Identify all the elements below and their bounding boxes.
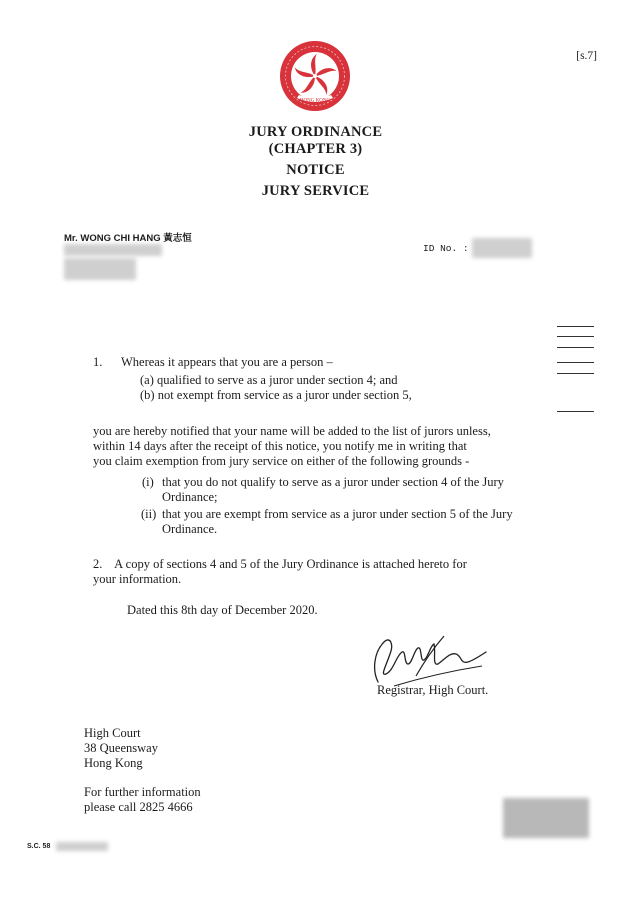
- para1-number: 1.: [93, 355, 103, 369]
- ground-i-line1: that you do not qualify to serve as a juror under section 4 of the Jury: [162, 475, 504, 489]
- ground-i-number: (i): [142, 475, 154, 489]
- ground-ii-number: (ii): [141, 507, 157, 521]
- para2-line2: your information.: [93, 572, 182, 586]
- para1-body-line: you are hereby notified that your name will be added to the list of jurors unless,: [93, 424, 491, 438]
- para1-condition-b: (b) not exempt from service as a juror under section 5,: [140, 388, 412, 402]
- margin-mark: [557, 326, 594, 327]
- recipient-name: Mr. WONG CHI HANG 黃志恒: [64, 233, 192, 244]
- address-line: 38 Queensway: [84, 741, 158, 755]
- redacted-address-line: [64, 244, 162, 256]
- redacted-id-number: [472, 238, 532, 258]
- redacted-address-block: [64, 258, 136, 280]
- heading-notice: NOTICE: [286, 162, 345, 178]
- margin-mark: [557, 411, 594, 412]
- para1-intro: Whereas it appears that you are a person –: [121, 355, 333, 369]
- hong-kong-emblem-icon: [279, 40, 351, 112]
- contact-line: For further information: [84, 785, 201, 799]
- emblem-caption: HONG KONG: [299, 98, 331, 104]
- id-label: ID No. :: [423, 243, 469, 254]
- address-line: Hong Kong: [84, 756, 143, 770]
- heading-ordinance: JURY ORDINANCE: [248, 124, 383, 140]
- margin-mark: [557, 347, 594, 348]
- ground-i-line2: Ordinance;: [162, 490, 218, 504]
- para2-line1: 2. A copy of sections 4 and 5 of the Jury Ordinance is attached hereto for: [93, 557, 467, 571]
- heading-chapter: (CHAPTER 3): [268, 141, 363, 157]
- heading-jury-service: JURY SERVICE: [261, 183, 370, 199]
- contact-line: please call 2825 4666: [84, 800, 193, 814]
- signatory-title: Registrar, High Court.: [377, 683, 489, 697]
- address-line: High Court: [84, 726, 141, 740]
- margin-mark: [557, 336, 594, 337]
- ground-ii-line2: Ordinance.: [162, 522, 218, 536]
- dated-line: Dated this 8th day of December 2020.: [127, 603, 318, 617]
- page-reference: [s.7]: [576, 50, 597, 62]
- form-code: S.C. 58: [27, 843, 51, 850]
- para1-body-line: you claim exemption from jury service on either of the following grounds -: [93, 454, 470, 468]
- margin-mark: [557, 362, 594, 363]
- para1-body-line: within 14 days after the receipt of this notice, you notify me in writing that: [93, 439, 467, 453]
- para1-condition-a: (a) qualified to serve as a juror under section 4; and: [140, 373, 398, 387]
- margin-mark: [557, 373, 594, 374]
- ground-ii-line1: that you are exempt from service as a juror under section 5 of the Jury: [162, 507, 513, 521]
- redacted-barcode: [503, 798, 589, 838]
- redacted-form-code: [56, 842, 108, 851]
